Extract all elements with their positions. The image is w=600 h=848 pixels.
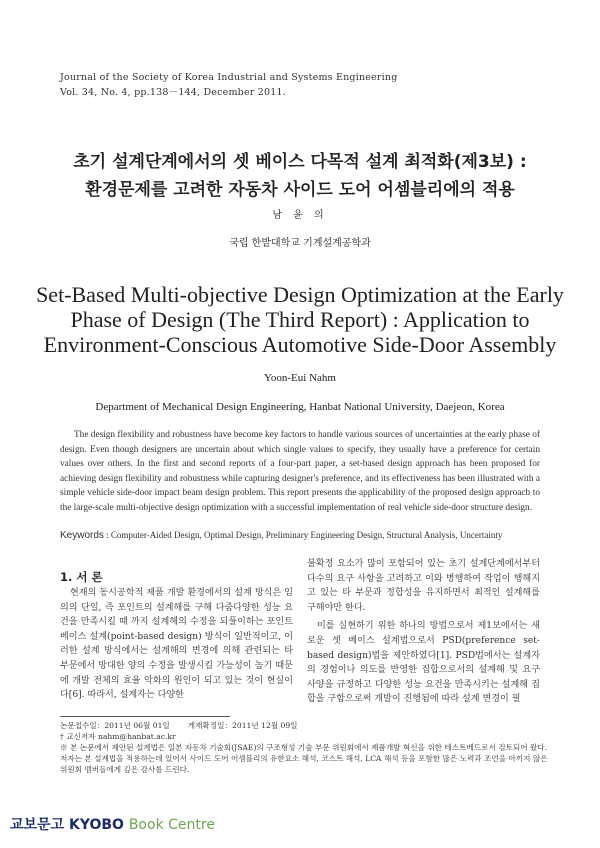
author-english: Yoon-Eui Nahm bbox=[264, 372, 336, 384]
footnote-divider bbox=[60, 716, 230, 717]
english-title bbox=[0, 282, 600, 357]
intro-paragraph-left: 현재의 동시공학적 제품 개발 환경에서의 설계 방식은 임의의 단일, 즉 포인트의 설계해를 구해 다줌다양한 성능 요건을 만족시킬 때 까지 설계해의 수정을 되풀이하는 포인트 베이스 설계(point-based design) 방식이 일반적이고, 이러한 설계 방식에서는 설계해의 변경에 의해 관련되는 타 부문에서 방대한 양의 수정을 발생시킬 가능성이 높기 때문에 개발 전체의 효율 악화의 원인이 되고 있는 것이 현실이다[6]. 따라서, 설계자는 다양한 bbox=[60, 588, 293, 701]
reference-mark: ※ bbox=[60, 743, 68, 752]
keywords bbox=[60, 530, 550, 541]
journal-volume: Vol. 34, No. 4, pp.138－144, December 2011. bbox=[60, 87, 286, 98]
right-column bbox=[307, 557, 540, 707]
kyobo-watermark bbox=[10, 814, 215, 834]
affiliation-english: Department of Mechanical Design Engineering, Hanbat National University, Daejeon, Korea bbox=[95, 401, 505, 413]
received-date: 논문접수일：2011년 06월 01일 bbox=[60, 721, 170, 730]
affiliation-korean: 국립 한밭대학교 기계설계공학과 bbox=[229, 238, 371, 249]
english-title-line2: Phase of Design (The Third Report) : Application to bbox=[70, 307, 530, 332]
journal-name: Journal of the Society of Korea Industrial and Systems Engineering bbox=[60, 72, 398, 83]
left-column bbox=[60, 586, 293, 703]
section-heading: 1. 서 론 bbox=[60, 570, 103, 584]
accepted-date: 게재확정일：2011년 12월 09일 bbox=[187, 721, 298, 730]
corresponding-author bbox=[60, 731, 550, 742]
english-title-line1: Set-Based Multi-objective Design Optimization at the Early bbox=[36, 282, 564, 307]
abstract: The design flexibility and robustness have become key factors to handle various sources of uncertainties at the early phase of design. Even though designers are uncertain about which single values to specify, they usually have a preference for certain values over others. In the first and second reports of a four-part paper, a set-based design approach has been proposed for achieving design flexibility and robustness while capturing designer's preference, and its effectiveness has been illustrated with a simple vehicle side-door impact beam design problem. This report presents the applicability of the proposed design approach to the large-scale multi-objective design optimization with a successful implementation of real vehicle side-door structure design. bbox=[60, 430, 540, 513]
footnotes bbox=[60, 720, 550, 775]
korean-title bbox=[0, 148, 600, 204]
korean-title-line1: 초기 설계단계에서의 셋 베이스 다목적 설계 최적화(제3보) : bbox=[73, 152, 527, 172]
acknowledgement-text: 본 논문에서 제안된 설계법은 일본 자동차 기술회(JSAE)의 구조형성 기술 부문 위원회에서 제품개발 혁신을 위한 테스트베드로서 검토되어 왔다. 저자는 본 설계법을 적용하는데 있어서 사이드 도어 어셈블리의 유한요소 해석, 코스트 해석, LCA 해석 등을 포함한 많은 노력과 조언을 아끼지 않은 위원회 멤버들에게 깊은 감사를 드린다. bbox=[60, 743, 548, 774]
korean-title-line2: 환경문제를 고려한 자동차 사이드 도어 어셈블리에의 적용 bbox=[85, 180, 515, 200]
intro-paragraph-right-2: 이를 실현하기 위한 하나의 방법으로서 제1보에서는 새로운 셋 베이스 설계법으로서 PSD(preference set-based design)법을 제안하였다[1]. PSD법에서는 설계자의 경험이나 의도를 반영한 집합으로서의 설계해 및 요구 사양을 규정하고 다양한 성능 요건을 만족시키는 설계해 집합을 구함으로써 개발이 진행됨에 따라 설계 변경이 필 bbox=[307, 621, 540, 705]
kyobo-korean: 교보문고 bbox=[10, 817, 65, 833]
kyobo-brand: KYOBO bbox=[68, 817, 124, 833]
keywords-label: Keywords bbox=[60, 530, 104, 541]
dates-row bbox=[60, 720, 550, 731]
acknowledgement bbox=[60, 742, 550, 775]
author-korean: 남 윤 의 bbox=[272, 210, 328, 221]
author-email: 교신저자 nahm@hanbat.ac.kr bbox=[66, 732, 176, 741]
keywords-text: : Computer-Aided Design, Optimal Design, Preliminary Engineering Design, Structural Analysis, Uncertainty bbox=[106, 530, 503, 540]
english-title-line3: Environment-Conscious Automotive Side-Door Assembly bbox=[43, 332, 557, 357]
intro-paragraph-right-1: 불확정 요소가 많이 포함되어 있는 초기 설계단계에서부터 다수의 요구 사항을 고려하고 이와 병행하여 작업이 행해지고 있는 타 부문과 정합성을 유지하면서 최적인 설계해를 구해야만 한다. bbox=[307, 559, 540, 613]
kyobo-suffix: Book Centre bbox=[128, 817, 215, 833]
dagger-mark: † bbox=[60, 732, 64, 741]
journal-info bbox=[60, 70, 398, 100]
